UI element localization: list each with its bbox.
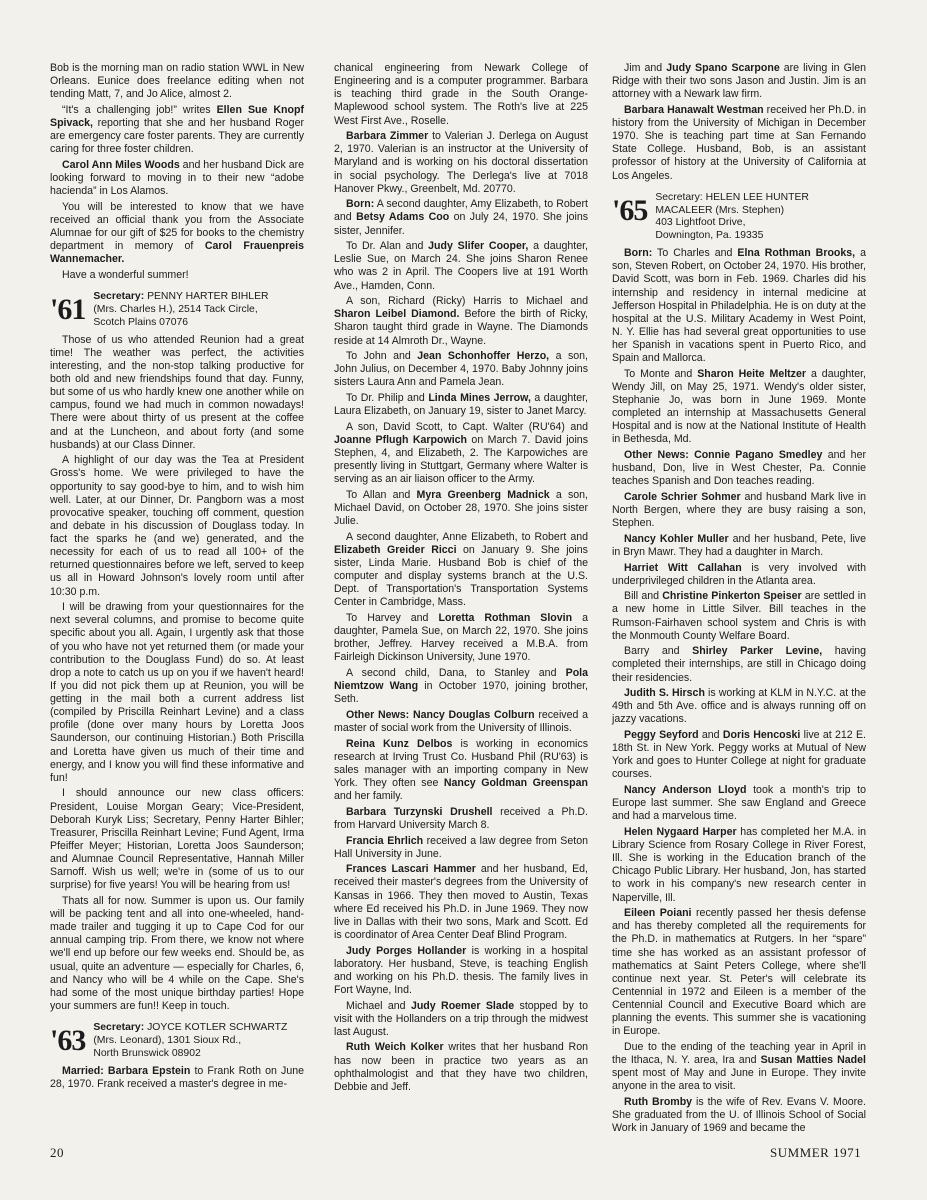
paragraph: Other News: Connie Pagano Smedley and her husband, Don, live in West Chester, Pa. Connie teaches Spanish and Don teaches reading.	[612, 449, 866, 488]
paragraph: To Allan and Myra Greenberg Madnick a son, Michael David, on October 28, 1970. She joins sister Julie.	[334, 488, 588, 528]
paragraph: A highlight of our day was the Tea at President Gross's home. We were privileged to have the opportunity to say good-bye to him, and to wish him well. Later, at our Dinner, Dr. Pangborn was a most provocative speaker, touching off comment, question and debate in his discussion of Douglass today. In fact the sparks he (and we) generated, and the necessity for each of us to read all 100+ of the returned questionnaires before we left, served to keep us all in Howard Johnson's lovely room until after 10:30 p.m.	[50, 454, 304, 598]
secretary-info: Secretary: HELEN LEE HUNTER MACALEER (Mrs. Stephen) 403 Lightfoot Drive, Downington, Pa. 19335	[655, 191, 809, 242]
paragraph: “It's a challenging job!” writes Ellen Sue Knopf Spivack, reporting that she and her husband Roger are emergency care foster parents. They are currently caring for three foster children.	[50, 103, 304, 156]
paragraph: chanical engineering from Newark College of Engineering and is a computer programmer. Barbara is teaching third grade in the South Orange-Maplewood school system. The Roth's live at 225 West First Ave., Roselle.	[334, 62, 588, 127]
paragraph: Barbara Turzynski Drushell received a Ph.D. from Harvard University March 8.	[334, 805, 588, 831]
paragraph: Nancy Kohler Muller and her husband, Pete, live in Bryn Mawr. They had a daughter in March.	[612, 532, 866, 558]
page-number: 20	[50, 1145, 64, 1160]
paragraph: Born: To Charles and Elna Rothman Brooks, a son, Steven Robert, on October 24, 1970. His brother, David Scott, was born in Feb. 1969. Charles did his internship and residency in internal medicine at Jefferson Hospital in Philadelphia. He is on duty at the hospital at the U.S. Military Academy in West Point, N. Y. Ellie has had several great opportunities to use her Spanish in vacations spent in Puerto Rico, and Spain and Mallorca.	[612, 247, 866, 365]
secretary-info: Secretary: PENNY HARTER BIHLER (Mrs. Charles H.), 2514 Tack Circle, Scotch Plains 07076	[93, 291, 269, 328]
paragraph: Reina Kunz Delbos is working in economics research at Irving Trust Co. Husband Phil (RU'63) is sales manager with an importing company in New York. They often see Nancy Goldman Greenspan and her family.	[334, 737, 589, 803]
class-1961-header	[50, 291, 304, 330]
issue-label: SUMMER 1971	[770, 1145, 862, 1160]
class-year: '65	[612, 193, 648, 227]
paragraph: Carole Schrier Sohmer and husband Mark live in North Bergen, where they are busy raising a son, Stephen.	[612, 490, 866, 530]
paragraph: Due to the ending of the teaching year in April in the Ithaca, N. Y. area, Ira and Susan Matties Nadel spent most of May and June in Europe. They invite anyone in the area to visit.	[612, 1040, 866, 1093]
class-1963-header	[50, 1022, 304, 1061]
paragraph: Barry and Shirley Parker Levine, having completed their internships, are still in Chicago doing their residencies.	[612, 645, 866, 684]
paragraph: Eileen Poiani recently passed her thesis defense and has thereby completed all the requirements for the Ph.D. in mathematics at Rutgers. In her “spare” time she has worked as an assistant professor of mathematics at Saint Peters College, where she'll continue next year. St. Peter's will celebrate its Centennial in 1972 and Eileen is a member of the Centennial Council and Executive Board which are planning the events. This summer she is vacationing in Europe.	[612, 907, 867, 1038]
paragraph: Bob is the morning man on radio station WWL in New Orleans. Eunice does freelance editing when not tending Matt, 7, and Jo Alice, almost 2.	[50, 62, 304, 101]
class-year: '61	[50, 293, 86, 326]
paragraph: I will be drawing from your questionnaires for the next several columns, and promise to become quite specific about you all. Again, I urgently ask that those of you who have not yet returned them (or made your contribution to the Douglass Fund) do so. At least drop a note to catch us up on you if we haven't heard! If you did not pick them up at Reunion, you will be getting in the mail both a current address list (compiled by Priscilla Reinhart Levine) and a class profile (done over many hours by Loretta Joos Saunderson, our continuing Historian.) Both Priscilla and Loretta have given us much of their time and energy, and I know you will find these informative and fun!	[50, 601, 304, 784]
paragraph: Jim and Judy Spano Scarpone are living in Glen Ridge with their two sons Jason and Justin. Jim is an attorney with a Newark law firm.	[612, 62, 866, 101]
column-2	[334, 62, 588, 1096]
paragraph: Ruth Bromby is the wife of Rev. Evans V. Moore. She graduated from the U. of Illinois School of Social Work in January of 1969 and became the	[612, 1095, 866, 1135]
class-1965-header	[612, 192, 866, 244]
paragraph: Thats all for now. Summer is upon us. Our family will be packing tent and all into one-wheeled, hand-made trailer and tugging it up to Cape Cod for our annual camping trip. From there, we know not where we'll end up before our few weeks end. Should be, as usual, quite an adventure — especially for Charles, 6, and Nancy who will be 4 while on the Cape. She's had some of the most unique birthday parties! Hope your summers are fun!! Keep in touch.	[50, 894, 304, 1012]
paragraph: Barbara Zimmer to Valerian J. Derlega on August 2, 1970. Valerian is an instructor at the University of Maryland and is working on his doctoral dissertation in social psychology. The Derlega's live at 7018 Hanover Pkwy., Greenbelt, Md. 20770.	[334, 130, 588, 195]
column-3	[612, 62, 866, 1138]
paragraph: Michael and Judy Roemer Slade stopped by to visit with the Hollanders on a trip through the midwest last August.	[334, 999, 588, 1038]
paragraph: I should announce our new class officers: President, Louise Morgan Geary; Vice-President, Deborah Kuryk Liss; Secretary, Penny Harter Bihler; Treasurer, Priscilla Reinhart Levine; Fund Agent, Irma Pfeiffer Meyer; Historian, Loretta Joos Saunderson; and Alumnae Council Representative, Hannah Miller Sarnoff. Wish us well; we're in (some of us to our surprise) for five years! You will be hearing from us!	[50, 787, 304, 892]
paragraph: Born: A second daughter, Amy Elizabeth, to Robert and Betsy Adams Coo on July 24, 1970. She joins sister, Jennifer.	[334, 198, 589, 237]
paragraph: Carol Ann Miles Woods and her husband Dick are looking forward to moving in to their new “adobe hacienda” in Los Alamos.	[50, 158, 305, 198]
secretary-info: Secretary: JOYCE KOTLER SCHWARTZ (Mrs. Leonard), 1301 Sioux Rd., North Brunswick 08902	[93, 1022, 288, 1059]
class-year: '63	[50, 1024, 86, 1058]
paragraph: Married: Barbara Epstein to Frank Roth on June 28, 1970. Frank received a master's degree in me-	[50, 1064, 305, 1090]
paragraph: A second daughter, Anne Elizabeth, to Robert and Elizabeth Greider Ricci on January 9. She joins sister, Linda Marie. Husband Bob is chief of the computer and display systems branch at the U.S. Dept. of Transportation's Transportation Systems Center in Cambridge, Mass.	[334, 530, 588, 609]
paragraph: Ruth Weich Kolker writes that her husband Ron has now been in practice two years as an ophthalmologist and that they have two children, Debbie and Jeff.	[334, 1041, 588, 1093]
paragraph: Judy Porges Hollander is working in a hospital laboratory. Her husband, Steve, is teaching English and working on his Ph.D. thesis. The family lives in Fort Wayne, Ind.	[334, 944, 588, 996]
paragraph: To Harvey and Loretta Rothman Slovin a daughter, Pamela Sue, on March 22, 1970. She joins brother, Jeffrey. Harvey received a M.B.A. from Fairleigh Dickinson University, June 1970.	[334, 612, 588, 664]
paragraph: Judith S. Hirsch is working at KLM in N.Y.C. at the 49th and 5th Ave. office and is always running off on jazzy vacations.	[612, 687, 866, 726]
paragraph: A son, David Scott, to Capt. Walter (RU'64) and Joanne Pflugh Karpowich on March 7. David joins Stephen, 4, and Elizabeth, 2. The Karpowiches are presently living in Stuttgart, Germany where Walter is serving as an air liaison officer to the Army.	[334, 420, 588, 486]
paragraph: Nancy Anderson Lloyd took a month's trip to Europe last summer. She saw England and Greece and had a marvelous time.	[612, 784, 866, 823]
paragraph: Barbara Hanawalt Westman received her Ph.D. in history from the University of Michigan in December 1970. She is teaching part time at San Fernando State College. Husband, Bob, is an assistant professor of history at the University of California at Los Angeles.	[612, 103, 866, 182]
paragraph: To John and Jean Schonhoffer Herzo, a son, John Julius, on December 4, 1970. Baby Johnny joins sisters Laura Ann and Pamela Jean.	[334, 350, 588, 389]
paragraph: A son, Richard (Ricky) Harris to Michael and Sharon Leibel Diamond. Before the birth of Ricky, Sharon taught third grade in Wayne. The Diamonds reside at 14 Almroth Dr., Wayne.	[334, 295, 588, 347]
paragraph: A second child, Dana, to Stanley and Pola Niemtzow Wang in October 1970, joining brother, Seth.	[334, 667, 588, 706]
paragraph: To Dr. Philip and Linda Mines Jerrow, a daughter, Laura Elizabeth, on January 19, sister to Janet Marcy.	[334, 392, 588, 418]
paragraph: Francia Ehrlich received a law degree from Seton Hall University in June.	[334, 834, 588, 860]
paragraph: Have a wonderful summer!	[62, 268, 189, 281]
column-1	[50, 62, 304, 1093]
paragraph: Helen Nygaard Harper has completed her M.A. in Library Science from Rosary College in River Forest, Ill. She is working in the Education branch of the Chicago Public Library. Her husband, Jon, has started to work in his company's new research center in Naperville, Ill.	[612, 825, 866, 904]
paragraph: To Dr. Alan and Judy Slifer Cooper, a daughter, Leslie Sue, on March 24. She joins Sharon Renee who was 2 in April. The Coopers live at 191 Worth Ave., Hamden, Conn.	[334, 240, 588, 292]
paragraph: Those of us who attended Reunion had a great time! The weather was perfect, the activities interesting, and the non-stop talking productive for both old and new friendships found that day. Funny, but some of us who hardly knew one another while on campus, found we had much in common nowadays! There were about thirty of us present at the coffee and at the Luncheon, and about forty (and some husbands) at our Class Dinner.	[50, 333, 304, 451]
paragraph: Harriet Witt Callahan is very involved with underprivileged children in the Atlanta area.	[612, 561, 866, 587]
paragraph: Peggy Seyford and Doris Hencoski live at 212 E. 18th St. in New York. Peggy works at Mutual of New York and goes to Hunter College at night for graduate courses.	[612, 729, 866, 781]
paragraph: Bill and Christine Pinkerton Speiser are settled in a new home in Little Silver. Bill teaches in the Rumson-Fairhaven school system and Chris is with the Monmouth County Welfare Board.	[612, 590, 866, 642]
paragraph: You will be interested to know that we have received an official thank you from the Associate Alumnae for our gift of $25 for books to the chemistry department in memory of Carol Frauenpreis Wannemacher.	[50, 200, 304, 266]
paragraph: Other News: Nancy Douglas Colburn received a master of social work from the University of Illinois.	[334, 708, 589, 734]
paragraph: To Monte and Sharon Heite Meltzer a daughter, Wendy Jill, on May 25, 1971. Wendy's older sister, Stephanie Jo, was born in June 1969. Monte completed an internship at Massachusetts General Hospital and is now at the National Institute of Health in Bethesda, Md.	[612, 367, 866, 446]
paragraph: Frances Lascari Hammer and her husband, Ed, received their master's degrees from the University of Kansas in 1966. They then moved to Austin, Texas where Ed received his Ph.D. in June 1969. They now live in Dallas with their two sons, Mark and Scott. Ed is coordinator of Area Center Deaf Blind Program.	[334, 863, 588, 941]
